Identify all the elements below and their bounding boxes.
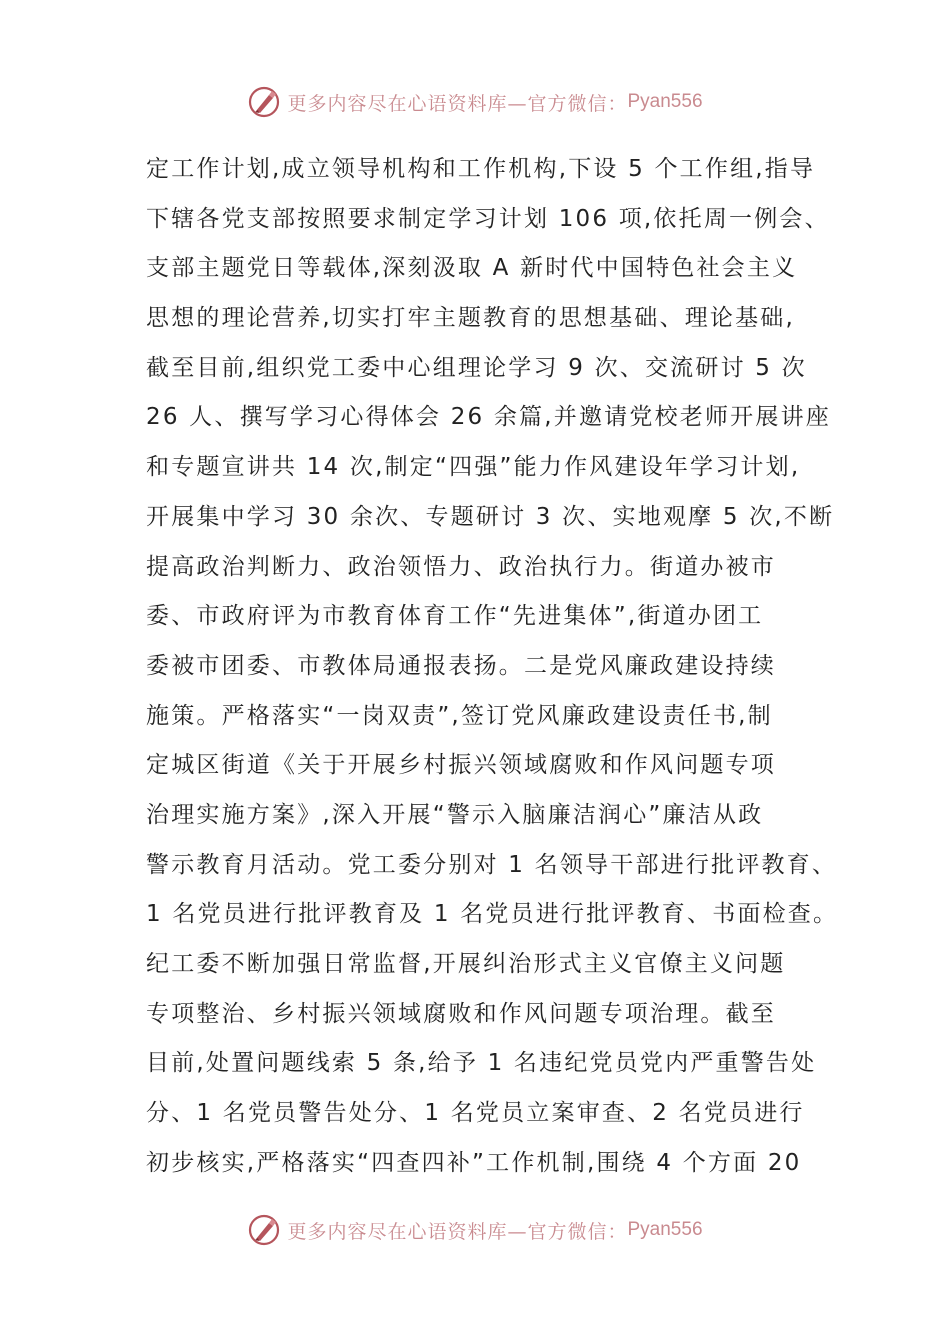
header-wechat-id: Pyan556: [627, 91, 703, 112]
footer-site-text: 更多内容尽在心语资料库—官方微信：: [287, 1220, 628, 1243]
text-line: 纪工委不断加强日常监督,开展纠治形式主义官僚主义问题: [146, 951, 786, 977]
text-line: 开展集中学习 30 余次、专题研讨 3 次、实地观摩 5 次,不断: [146, 503, 835, 530]
text-line: 26 人、撰写学习心得体会 26 余篇,并邀请党校老师开展讲座: [146, 404, 831, 431]
text-line: 定城区街道《关于开展乡村振兴领域腐败和作风问题专项: [146, 752, 776, 779]
text-line: 和专题宣讲共 14 次,制定“四强”能力作风建设年学习计划,: [146, 454, 801, 481]
text-line: 分、1 名党员警告处分、1 名党员立案审查、2 名党员进行: [146, 1100, 805, 1127]
header-banner: [0, 82, 950, 122]
text-line: 支部主题党日等载体,深刻汲取 A 新时代中国特色社会主义: [146, 255, 798, 282]
text-line: 1 名党员进行批评教育及 1 名党员进行批评教育、书面检查。: [146, 901, 839, 928]
text-line: 警示教育月活动。党工委分别对 1 名领导干部进行批评教育、: [146, 851, 838, 878]
text-line: 初步核实,严格落实“四查四补”工作机制,围绕 4 个方面 20: [146, 1149, 802, 1176]
text-line: 施策。严格落实“一岗双责”,签订党风廉政建设责任书,制: [146, 702, 773, 729]
text-line: 下辖各党支部按照要求制定学习计划 106 项,依托周一例会、: [146, 205, 830, 232]
pen-nib-logo-icon: [247, 1213, 281, 1247]
text-line: 委被市团委、市教体局通报表扬。二是党风廉政建设持续: [146, 652, 776, 679]
text-line: 专项整治、乡村振兴领域腐败和作风问题专项治理。截至: [146, 1000, 776, 1027]
text-line: 治理实施方案》,深入开展“警示入脑廉洁润心”廉洁从政: [146, 801, 764, 828]
footer-wechat-id: Pyan556: [627, 1219, 703, 1240]
text-line: 思想的理论营养,切实打牢主题教育的思想基础、理论基础,: [146, 305, 796, 332]
footer-banner: [0, 1210, 950, 1250]
pen-nib-logo-icon: [247, 85, 281, 119]
text-line: 定工作计划,成立领导机构和工作机构,下设 5 个工作组,指导: [146, 156, 816, 182]
text-line: 目前,处置问题线索 5 条,给予 1 名违纪党员党内严重警告处: [146, 1050, 817, 1077]
text-line: 截至目前,组织党工委中心组理论学习 9 次、交流研讨 5 次: [146, 354, 807, 381]
document-body: [146, 145, 839, 1188]
text-line: 委、市政府评为市教育体育工作“先进集体”,街道办团工: [146, 603, 764, 630]
header-site-text: 更多内容尽在心语资料库—官方微信：: [287, 92, 628, 115]
text-line: 提高政治判断力、政治领悟力、政治执行力。街道办被市: [146, 553, 776, 580]
